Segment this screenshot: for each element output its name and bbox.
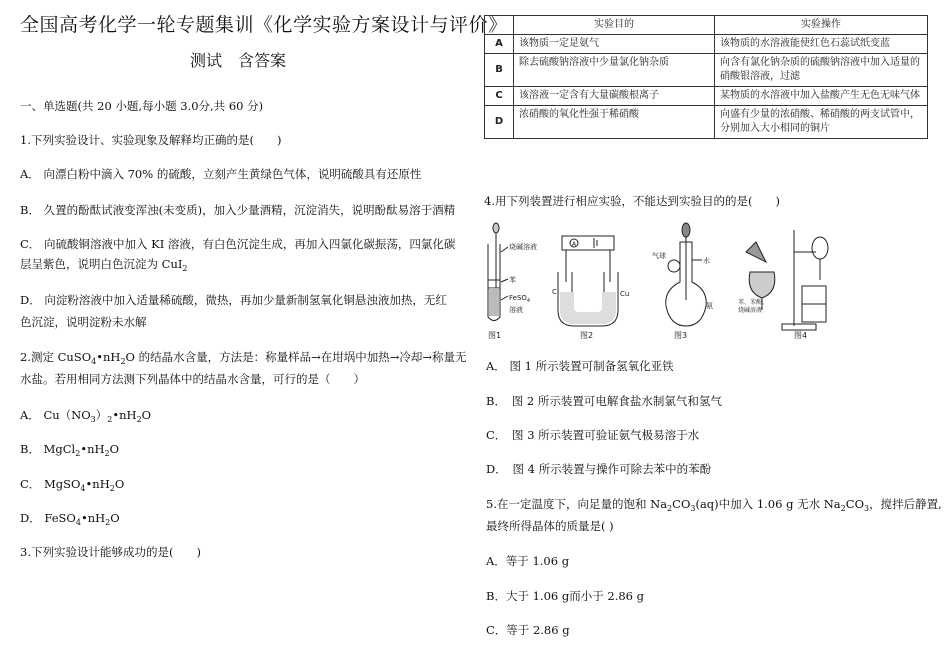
fig3-caption: 图3 xyxy=(674,331,688,340)
fig1-label-solution: 溶液 xyxy=(509,306,523,314)
q5-stem-line1: 5.在一定温度下，向足量的饱和 $Na_2CO_3(aq)$中加入 1.06 g 无水 $Na_2CO_3$，搅拌后静置, xyxy=(486,497,942,513)
fig1-label-naoh: 烧碱溶液 xyxy=(509,243,537,251)
q5-option-b: B．大于 1.06 g而小于 2.86 g xyxy=(486,589,645,603)
table-row-op: 向盛有少量的浓硝酸、稀硝酸的两支试管中，分别加入大小相同的铜片 xyxy=(715,106,928,139)
q4-option-b: B． 图 2 所示装置可电解食盐水制氯气和氢气 xyxy=(486,394,722,408)
fig3-flask xyxy=(666,223,706,326)
q2-stem-line2: 水盐。若用相同方法测下列晶体中的结晶水含量，可行的是（ ） xyxy=(20,372,365,386)
table-row xyxy=(485,106,928,139)
fig2-label-c: C xyxy=(552,288,557,296)
q1-option-a: A． 向漂白粉中滴入 70% 的硫酸，立刻产生黄绿色气体，说明硫酸具有还原性 xyxy=(20,167,422,181)
table-corner-cell xyxy=(485,16,514,35)
fig4-caption: 图4 xyxy=(794,331,808,340)
svg-text:A: A xyxy=(572,241,577,248)
fig3-label-ammonia: 氨 xyxy=(706,302,713,310)
doc-title-line1: 全国高考化学一轮专题集训《化学实验方案设计与评价》 xyxy=(20,14,508,36)
q5-option-a: A．等于 1.06 g xyxy=(486,554,570,568)
table-row-op: 某物质的水溶液中加入盐酸产生无色无味气体 xyxy=(715,87,928,106)
q3-stem: 3.下列实验设计能够成功的是( ) xyxy=(20,545,201,559)
fig2-caption: 图2 xyxy=(580,331,594,340)
q5-stem-line2: 最终所得晶体的质量是( ) xyxy=(486,519,614,533)
q3-options-table xyxy=(484,15,928,139)
q2-stem-line1: 2.测定 $CuSO_4•nH_2O$ 的结晶水含量，方法是：称量样品→在坩埚中加热→冷却→称量无 xyxy=(20,350,467,366)
q4-apparatus-figure xyxy=(484,222,829,342)
q1-option-d-line1: D． 向淀粉溶液中加入适量稀硫酸，微热，再加少量新制氢氧化铜悬浊液加热，无红 xyxy=(20,293,447,307)
table-row-label: D xyxy=(485,106,514,139)
q4-stem: 4.用下列装置进行相应实验，不能达到实验目的的是( ) xyxy=(484,194,780,208)
table-row-label: B xyxy=(485,54,514,87)
fig1-caption: 图1 xyxy=(488,331,502,340)
table-row-goal: 该物质一定是氨气 xyxy=(514,35,715,54)
q1-option-c-line2: 层呈紫色，说明白色沉淀为 CuI$_2$ xyxy=(20,257,188,273)
q1-option-b: B． 久置的酚酞试液变浑浊(未变质)，加入少量酒精，沉淀消失，说明酚酞易溶于酒精 xyxy=(20,203,456,217)
table-header-goal: 实验目的 xyxy=(514,16,715,35)
q1-option-d-line2: 色沉淀，说明淀粉未水解 xyxy=(20,315,147,329)
fig3-label-balloon: 气球 xyxy=(652,252,666,260)
q4-option-a: A． 图 1 所示装置可制备氢氧化亚铁 xyxy=(486,359,674,373)
fig4-separatory-funnel xyxy=(746,230,828,330)
fig3-label-water: 水 xyxy=(703,257,710,265)
table-row-op: 该物质的水溶液能使红色石蕊试纸变蓝 xyxy=(715,35,928,54)
table-row-label: A xyxy=(485,35,514,54)
q1-stem: 1.下列实验设计、实验现象及解释均正确的是( ) xyxy=(20,133,282,147)
table-header-op: 实验操作 xyxy=(715,16,928,35)
fig1-label-benzene: 苯 xyxy=(509,276,516,284)
q1-option-c-line1: C． 向硫酸铜溶液中加入 KI 溶液，有白色沉淀生成，再加入四氯化碳振荡，四氯化碳 xyxy=(20,237,456,251)
table-header-row xyxy=(485,16,928,35)
fig1-test-tube xyxy=(488,223,508,321)
q2-option-d: D． $FeSO_4•nH_2O$ xyxy=(20,511,120,527)
q2-option-b: B． $MgCl_2•nH_2O$ xyxy=(20,442,120,458)
table-row-goal: 除去硫酸钠溶液中少量氯化钠杂质 xyxy=(514,54,715,87)
fig4-label-mix: 苯、苯酚、 xyxy=(738,299,769,306)
q4-option-c: C． 图 3 所示装置可验证氨气极易溶于水 xyxy=(486,428,700,442)
section-heading: 一、单选题(共 20 小题,每小题 3.0分,共 60 分) xyxy=(20,99,264,113)
table-row-goal: 该溶液一定含有大量碳酸根离子 xyxy=(514,87,715,106)
table-row xyxy=(485,35,928,54)
table-row xyxy=(485,54,928,87)
table-row xyxy=(485,87,928,106)
q5-option-c: C．等于 2.86 g xyxy=(486,623,570,637)
doc-title-line2: 测试 含答案 xyxy=(190,51,287,70)
q4-option-d: D． 图 4 所示装置与操作可除去苯中的苯酚 xyxy=(486,462,712,476)
table-row-op: 向含有氯化钠杂质的硫酸钠溶液中加入适量的硝酸银溶液，过滤 xyxy=(715,54,928,87)
q2-option-a: A． $Cu(NO_3)_2•nH_2O$ xyxy=(20,408,152,424)
table-row-goal: 浓硝酸的氧化性强于稀硝酸 xyxy=(514,106,715,139)
q2-option-c: C． $MgSO_4•nH_2O$ xyxy=(20,477,125,493)
fig1-label-feso4: FeSO$_4$ xyxy=(509,294,531,304)
fig2-u-tube xyxy=(558,236,618,326)
fig4-label-naoh: 烧碱溶液 xyxy=(738,307,763,314)
fig2-label-cu: Cu xyxy=(620,290,630,298)
table-row-label: C xyxy=(485,87,514,106)
